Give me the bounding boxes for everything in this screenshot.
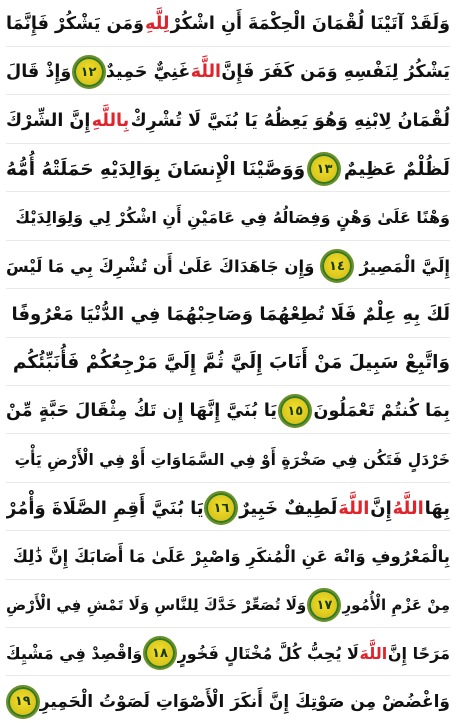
verse-text: بِهَا (424, 497, 450, 519)
text-line (6, 2, 450, 47)
verse-text: مِنْ عَزْمِ الْأُمُورِ (342, 596, 450, 615)
verse-text: مَرَحًا إِنَّ (387, 643, 450, 663)
text-line (6, 293, 450, 338)
ayah-number-marker: ١٢ (72, 55, 106, 89)
text-line (6, 438, 450, 483)
verse-text: وَاقْصِدْ فِي مَشْيِكَ (6, 643, 143, 663)
text-line (6, 680, 450, 724)
ayah-number-marker: ١٥ (278, 394, 312, 428)
verse-text: وَهْنًا عَلَىٰ وَهْنٍ وَفِصَالُهُ فِي عَامَيْنِ أَنِ اشْكُرْ لِي وَلِوَالِدَيْكَ (15, 208, 450, 228)
text-line (6, 486, 450, 531)
verse-text: بِمَا كُنتُمْ تَعْمَلُونَ (313, 401, 450, 422)
ayah-number-marker: ١٣ (307, 152, 341, 186)
ayah-number-marker: ١٧ (307, 588, 341, 622)
verse-lines (6, 2, 450, 724)
divine-name-text: اللَّهَ (359, 643, 388, 663)
verse-text: غَنِيٌّ حَمِيدٌ (105, 62, 191, 83)
verse-text: لَطِيفٌ خَبِيرٌ (239, 497, 338, 519)
text-line (6, 50, 450, 95)
ayah-number-marker: ١٦ (204, 491, 238, 525)
divine-name-text: بِاللَّهِ (91, 110, 130, 131)
verse-text: وَمَن يَشْكُرْ فَإِنَّمَا (6, 14, 144, 34)
verse-text: لَظُلْمٌ عَظِيمٌ (343, 158, 450, 180)
verse-text: بِالْمَعْرُوفِ وَانْهَ عَنِ الْمُنكَرِ وَاصْبِرْ عَلَىٰ مَا أَصَابَكَ إِنَّ ذَٰلِكَ (12, 547, 450, 567)
verse-text: إِنَّ (370, 497, 392, 519)
ayah-number-marker: ١٨ (143, 636, 177, 670)
divine-name-text: اللَّهُ (392, 497, 424, 519)
text-line (6, 147, 450, 192)
verse-text: وَإِذْ قَالَ (6, 62, 72, 83)
verse-text: وَلَقَدْ آتَيْنَا لُقْمَانَ الْحِكْمَةَ أَنِ اشْكُرْ (170, 14, 450, 34)
text-line (6, 99, 450, 144)
verse-text: خَرْدَلٍ فَتَكُن فِي صَخْرَةٍ أَوْ فِي السَّمَاوَاتِ أَوْ فِي الْأَرْضِ يَأْتِ (14, 450, 450, 469)
text-line (6, 244, 450, 289)
verse-text: لُقْمَانُ لِابْنِهِ وَهُوَ يَعِظُهُ يَا بُنَيَّ لَا تُشْرِكْ (130, 110, 450, 131)
ayah-number-marker: ١٩ (6, 685, 40, 719)
verse-text: يَا بُنَيَّ إِنَّهَا إِن تَكُ مِثْقَالَ حَبَّةٍ مِّنْ (6, 401, 278, 422)
verse-text: لَا يُحِبُّ كُلَّ مُخْتَالٍ فَخُورٍ (177, 643, 359, 663)
verse-text: يَا بُنَيَّ أَقِمِ الصَّلَاةَ وَأْمُرْ (6, 497, 204, 519)
divine-name-text: اللَّهَ (190, 62, 222, 83)
divine-name-text: لِلَّهِ (145, 14, 170, 34)
verse-text: وَوَصَّيْنَا الْإِنسَانَ بِوَالِدَيْهِ حَمَلَتْهُ أُمُّهُ (6, 158, 306, 180)
verse-text: وَإِن جَاهَدَاكَ عَلَىٰ أَن تُشْرِكَ بِي مَا لَيْسَ (6, 256, 315, 276)
text-line (6, 535, 450, 580)
ayah-number-marker: ١٤ (320, 249, 354, 283)
verse-text: إِلَيَّ الْمَصِيرُ (359, 256, 450, 276)
text-line (6, 196, 450, 241)
verse-text: وَلَا تُصَعِّرْ خَدَّكَ لِلنَّاسِ وَلَا تَمْشِ فِي الْأَرْضِ (6, 596, 307, 615)
verse-text: وَاتَّبِعْ سَبِيلَ مَنْ أَنَابَ إِلَيَّ ثُمَّ إِلَيَّ مَرْجِعُكُمْ فَأُنَبِّئُكُم (12, 352, 450, 374)
text-line (6, 389, 450, 434)
divine-name-text: اللَّهَ (338, 497, 370, 519)
text-line (6, 583, 450, 628)
verse-text: إِنَّ الشِّرْكَ (6, 110, 91, 131)
text-line (6, 631, 450, 676)
verse-text: لَكَ بِهِ عِلْمٌ فَلَا تُطِعْهُمَا وَصَاحِبْهُمَا فِي الدُّنْيَا مَعْرُوفًا (11, 304, 450, 326)
verse-text: يَشْكُرُ لِنَفْسِهِ وَمَن كَفَرَ فَإِنَّ (221, 62, 450, 83)
verse-text: وَاغْضُضْ مِن صَوْتِكَ إِنَّ أَنكَرَ الْأَصْوَاتِ لَصَوْتُ الْحَمِيرِ (39, 691, 450, 712)
text-line (6, 341, 450, 386)
